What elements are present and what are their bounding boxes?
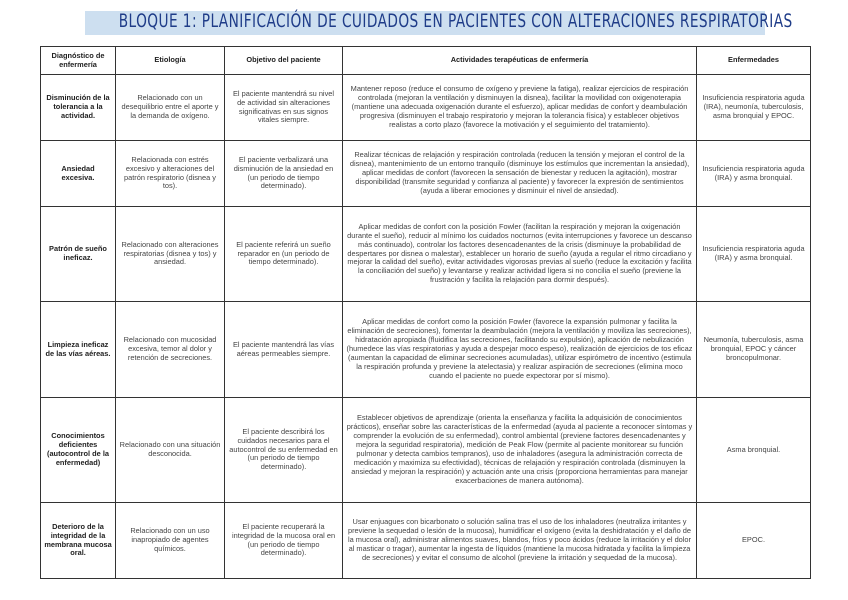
cell-etiologia: Relacionado con una situación desconocida. — [116, 398, 225, 503]
cell-objetivo: El paciente mantendrá las vías aéreas permeables siempre. — [225, 302, 343, 398]
cell-enfermedades: Asma bronquial. — [697, 398, 811, 503]
cell-actividades: Realizar técnicas de relajación y respiración controlada (reducen la tensión y mejoran el control de la disnea), mantenimiento de un entorno tranquilo (disminuye los estímulos que incrementan la ansiedad), aplicar medidas de confort (favorecen la sensación de bienestar y reducen la agitación), mostrar disponibilidad (transmite seguridad y confianza al paciente) y favorecer la expresión de sentimientos (ayuda a liberar emociones y disminuir el nivel de ansiedad). — [343, 141, 697, 207]
table-row — [41, 503, 811, 579]
cell-diagnostico: Limpieza ineficaz de las vías aéreas. — [41, 302, 116, 398]
cell-actividades: Establecer objetivos de aprendizaje (orienta la enseñanza y facilita la adquisición de conocimientos prácticos), enseñar sobre las características de la enfermedad (ayuda al paciente a reconocer síntomas y comprender la evolución de su enfermedad), control ambiental (previene factores desencadenantes y mejora la seguridad respiratoria), medición de Peak Flow (permite al paciente monitorear su función pulmonar y detecta cambios tempranos), uso de inhaladores (asegura la administración correcta de medicación y maximiza su efectividad), técnicas de relajación y respiración controlada (disminuyen la ansiedad y mejoran la respiración) y actuación ante una crisis (proporciona herramientas para manejar exacerbaciones de manera autónoma). — [343, 398, 697, 503]
cell-etiologia: Relacionado con alteraciones respiratorias (disnea y tos) y ansiedad. — [116, 207, 225, 302]
cell-actividades: Mantener reposo (reduce el consumo de oxígeno y previene la fatiga), realizar ejercicios de respiración controlada (mejoran la ventilación y disminuyen la disnea), facilitar la movilidad con oxigenoterapia (mantiene una adecuada oxigenación durante el esfuerzo), aplicar medidas de confort y deambulación progresiva (disminuyen el trabajo respiratorio y mejoran la tolerancia física) y establecer objetivos realistas a corto plazo (favorece la motivación y el seguimiento del tratamiento). — [343, 75, 697, 141]
cell-enfermedades: Insuficiencia respiratoria aguda (IRA) y asma bronquial. — [697, 141, 811, 207]
cell-diagnostico: Deterioro de la integridad de la membrana mucosa oral. — [41, 503, 116, 579]
cell-actividades: Aplicar medidas de confort con la posición Fowler (facilitan la respiración y mejoran la oxigenación durante el sueño), reducir al mínimo los cuidados nocturnos (evita interrupciones y favorece un descanso más continuado), controlar los factores desencadenantes de la crisis (disminuye la probabilidad de despertares por disnea o malestar), establecer un horario de sueño (ayuda a regular el ritmo circadiano y mejorar la calidad del sueño), evitar actividades vigorosas previas al sueño (reduce la excitación y facilita la conciliación del sueño) y levantarse y realizar actividad ligera si no concilia el sueño (previene la frustración y facilita la relajación para dormir después). — [343, 207, 697, 302]
cell-enfermedades: Insuficiencia respiratoria aguda (IRA) y asma bronquial. — [697, 207, 811, 302]
table-row — [41, 398, 811, 503]
table-row — [41, 302, 811, 398]
cell-actividades: Usar enjuagues con bicarbonato o solución salina tras el uso de los inhaladores (neutraliza irritantes y previene la sequedad o lesión de la mucosa), humidificar el oxígeno (evita la deshidratación y el daño de la mucosa oral), administrar alimentos suaves, blandos, fríos y poco ácidos (reduce la irritación y el dolor al masticar o tragar), aumentar la ingesta de líquidos (mantiene la mucosa hidratada y facilita la limpieza de secreciones) y evitar el consumo de alcohol (previene la irritación y sequedad de la mucosa). — [343, 503, 697, 579]
table-row — [41, 207, 811, 302]
header-enfermedades: Enfermedades — [697, 47, 811, 75]
cell-actividades: Aplicar medidas de confort como la posición Fowler (favorece la expansión pulmonar y facilita la eliminación de secreciones), fomentar la deambulación (mejora la ventilación y moviliza las secreciones), hidratación apropiada (fluidifica las secreciones, facilitando su expulsión), aplicación de nebulización (humedece las vías respiratorias y ayuda a despejar moco espeso), realización de ejercicios de tos eficaz (aumentan la capacidad de eliminar secreciones acumuladas), utilizar espirómetro de incentivo (estimula la respiración profunda y previene la atelectasia) y realizar aspiración de secreciones (elimina moco cuando el paciente no puede expectorar por sí mismo). — [343, 302, 697, 398]
care-plan-table — [40, 46, 811, 579]
cell-etiologia: Relacionado con un desequilibrio entre el aporte y la demanda de oxígeno. — [116, 75, 225, 141]
cell-diagnostico: Disminución de la tolerancia a la actividad. — [41, 75, 116, 141]
table-header-row — [41, 47, 811, 75]
cell-objetivo: El paciente describirá los cuidados necesarios para el autocontrol de su enfermedad en (un periodo de tiempo determinado). — [225, 398, 343, 503]
cell-objetivo: El paciente recuperará la integridad de la mucosa oral en (un periodo de tiempo determinado). — [225, 503, 343, 579]
cell-objetivo: El paciente referirá un sueño reparador en (un periodo de tiempo determinado). — [225, 207, 343, 302]
table-row — [41, 141, 811, 207]
header-diagnostico: Diagnóstico de enfermería — [41, 47, 116, 75]
cell-etiologia: Relacionada con estrés excesivo y alteraciones del patrón respiratorio (disnea y tos). — [116, 141, 225, 207]
cell-objetivo: El paciente verbalizará una disminución de la ansiedad en (un periodo de tiempo determinado). — [225, 141, 343, 207]
table-row — [41, 75, 811, 141]
cell-etiologia: Relacionado con un uso inapropiado de agentes químicos. — [116, 503, 225, 579]
header-etiologia: Etiología — [116, 47, 225, 75]
cell-diagnostico: Ansiedad excesiva. — [41, 141, 116, 207]
cell-etiologia: Relacionado con mucosidad excesiva, temor al dolor y retención de secreciones. — [116, 302, 225, 398]
cell-objetivo: El paciente mantendrá su nivel de actividad sin alteraciones significativas en sus signos vitales siempre. — [225, 75, 343, 141]
header-objetivo: Objetivo del paciente — [225, 47, 343, 75]
cell-enfermedades: Insuficiencia respiratoria aguda (IRA), neumonía, tuberculosis, asma bronquial y EPOC. — [697, 75, 811, 141]
cell-diagnostico: Conocimientos deficientes (autocontrol de la enfermedad) — [41, 398, 116, 503]
cell-diagnostico: Patrón de sueño ineficaz. — [41, 207, 116, 302]
page-title: BLOQUE 1: PLANIFICACIÓN DE CUIDADOS EN PACIENTES CON ALTERACIONES RESPIRATORIAS — [118, 10, 793, 32]
title-bar — [0, 0, 848, 43]
header-actividades: Actividades terapéuticas de enfermería — [343, 47, 697, 75]
cell-enfermedades: Neumonía, tuberculosis, asma bronquial, EPOC y cáncer broncopulmonar. — [697, 302, 811, 398]
cell-enfermedades: EPOC. — [697, 503, 811, 579]
